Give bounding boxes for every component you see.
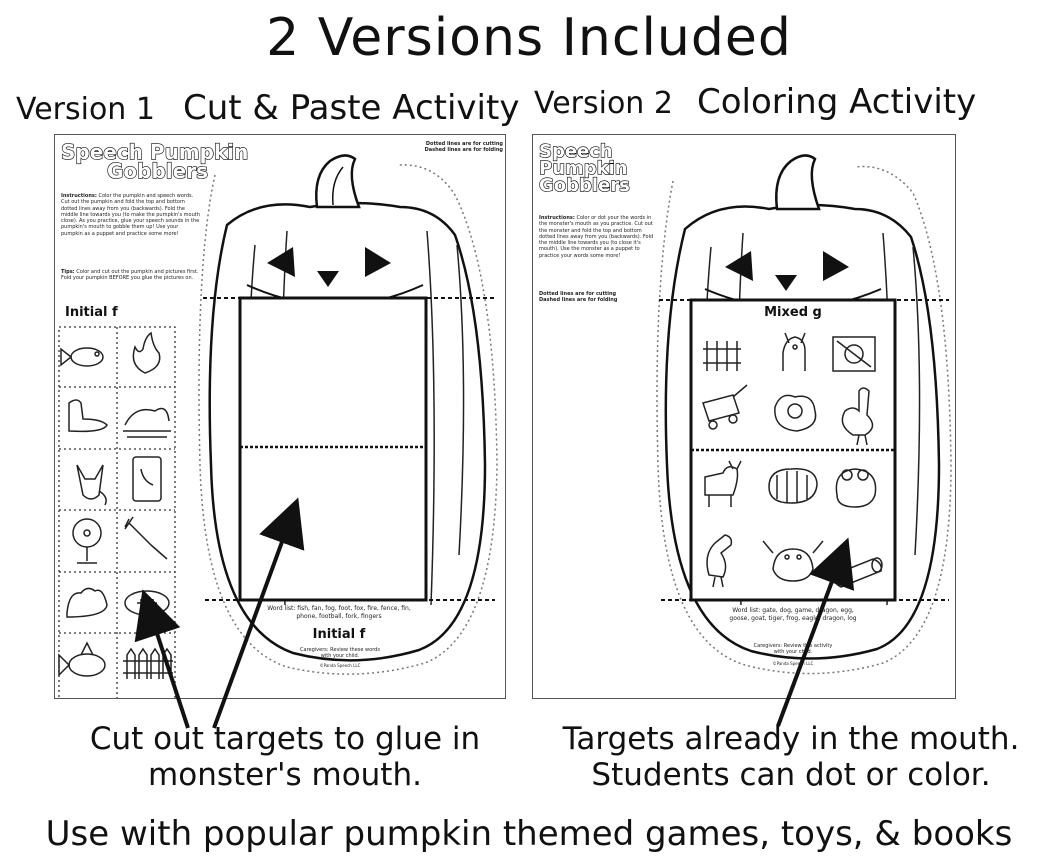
worksheet2-word-list: Word list: gate, dog, game, dragon, egg, goose, goat, tiger, frog, eagle, dragon, log — [729, 607, 857, 622]
worksheet2-title-line3: Gobblers — [539, 175, 630, 197]
worksheet2-title-line2: Pumpkin — [539, 158, 628, 180]
version2-name: Coloring Activity — [696, 82, 977, 122]
worksheet2-fold-note-folding: Dashed lines are for folding — [539, 297, 618, 304]
worksheet1-title-line1: Speech Pumpkin — [61, 140, 249, 164]
version1-name: Cut & Paste Activity — [182, 88, 520, 128]
worksheet2-instructions: Instructions: Color or dot your the words in the monster's mouth as you practice. Cut out the monster and fold the top and bottom dotted lines away from you (backwards). Fold the middle line towards you (to close it's mouth). Use the monster as a puppet to practice your words some more! — [539, 215, 654, 259]
arrow-to-targets — [778, 560, 840, 726]
fold-note-folding: Dashed lines are for folding — [424, 147, 503, 154]
version2-number: Version 2 — [534, 86, 673, 121]
fold-note-cutting: Dotted lines are for cutting — [425, 141, 503, 147]
worksheet2-fold-note-cutting: Dotted lines are for cutting — [539, 291, 617, 297]
worksheet1-title-line2: Gobblers — [107, 159, 208, 183]
worksheet1-tips: Tips: Color and cut out the pumpkin and pictures first. Fold your pumpkin BEFORE you glue the pictures on. — [61, 269, 199, 282]
worksheet1-instructions: Instructions: Color the pumpkin and speech words. Cut out the pumpkin and fold the top and bottom dotted lines away from you (backwards). Fold the middle line towards you (to make the pumpkin's mouth close). As you practice, glue your speech sounds in the pumpkin's mouth to gobble them up! Use your pumpkin as a puppet and practice some more! — [61, 193, 200, 237]
worksheet2-title-line1: Speech — [539, 141, 613, 162]
arrow-to-football — [150, 612, 188, 728]
arrow-to-mouth — [214, 520, 290, 728]
worksheet2-caregivers: Caregivers: Review this activity with your child. — [753, 643, 833, 656]
caption-cut-paste: Cut out targets to glue in monster's mouth. — [89, 721, 481, 793]
section-label-initial-f: Initial f — [65, 305, 118, 320]
caption-coloring: Targets already in the mouth. Students can dot or color. — [562, 721, 1020, 793]
worksheet1-word-list: Word list: fish, fan, fog, foot, fox, fire, fence, fin, phone, football, fork, fingers — [267, 605, 411, 620]
worksheet1-copyright: ©Panda Speech LLC — [319, 663, 361, 668]
footer-tagline: Use with popular pumpkin themed games, toys, & books — [45, 814, 1013, 854]
version1-number: Version 1 — [16, 92, 155, 127]
worksheet1-caregivers: Caregivers: Review these words with your child. — [300, 647, 380, 660]
mouth-label-initial-f: Initial f — [312, 627, 366, 642]
section-label-mixed-g: Mixed g — [764, 305, 822, 320]
worksheet2-copyright: ©Panda Speech LLC — [772, 661, 814, 666]
page-title: 2 Versions Included — [266, 8, 792, 68]
